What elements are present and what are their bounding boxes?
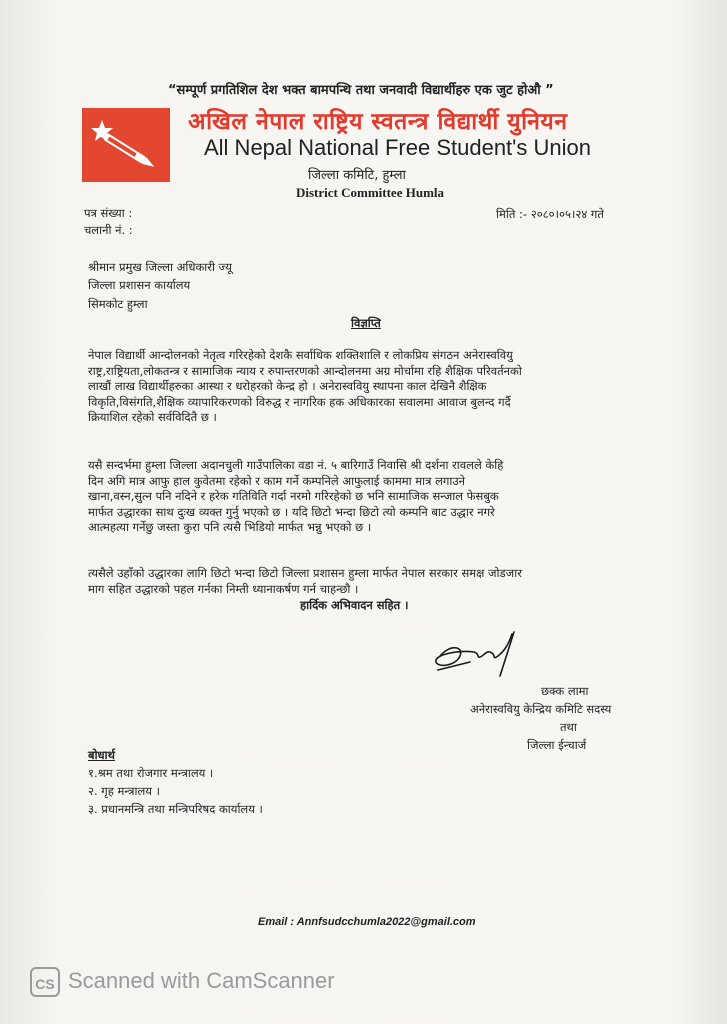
- paragraph-3: [88, 566, 654, 597]
- paragraph-line: यसै सन्दर्भमा हुम्ला जिल्ला अदानचुली गाउँपालिका वडा नं. ५ बारिगाउँ निवासि श्री दर्शना रावलले केहि: [88, 458, 504, 472]
- organization-name-english: All Nepal National Free Student's Union: [204, 135, 591, 160]
- union-logo: [82, 108, 170, 182]
- signatory-role-1: अनेरास्ववियु केन्द्रिय कमिटि सदस्य: [470, 702, 612, 716]
- paragraph-line: राष्ट्र,राष्ट्रियता,लोकतन्त्र र सामाजिक न्याय र रुपान्तरणको आन्दोलनमा अग्र मोर्चामा रहि शैक्षिक परिवर्तनको: [88, 363, 522, 378]
- signatory-name: छक्क लामा: [541, 684, 589, 698]
- slogan: “सम्पूर्ण प्रगतिशिल देश भक्त बामपन्थि तथा जनवादी विद्यार्थीहरु एक जुट होऔ ”: [168, 83, 554, 98]
- recipient-line-1: श्रीमान प्रमुख जिल्ला अधिकारी ज्यू: [88, 260, 232, 274]
- signatory-role-3: जिल्ला ईन्चार्ज: [527, 738, 587, 752]
- organization-name-nepali: अखिल नेपाल राष्ट्रिय स्वतन्त्र विद्यार्थी युनियन: [188, 109, 568, 135]
- signatory-role-2: तथा: [560, 720, 577, 734]
- paragraph-line: दिन अगि मात्र आफु हाल कुवेतमा रहेको र काम गर्ने कम्पनिले आफुलाई काममा मात्र लगाउने: [88, 473, 466, 488]
- paragraph-line: लाखौं लाख विद्यार्थीहरुका आस्था र धरोहरको केन्द्र हो । अनेरास्ववियु स्थापना काल देखिनै शैक्षिक: [88, 379, 487, 394]
- handwritten-signature: [430, 626, 540, 682]
- paragraph-line: विकृति,विसंगति,शैक्षिक व्यापारिकरणको विरुद्ध र नागरिक हक अधिकारका सवालमा आवाज बुलन्द गर्दै: [88, 394, 511, 409]
- committee-name-english: District Committee Humla: [296, 185, 445, 200]
- camscanner-logo: CS: [30, 967, 60, 997]
- letter-date: मिति :- २०८०।०५।२४ गते: [496, 207, 604, 221]
- committee-name-nepali: जिल्ला कमिटि, हुम्ला: [308, 168, 406, 183]
- closing-greeting: हार्दिक अभिवादन सहित ।: [300, 598, 409, 612]
- letter-number-label: पत्र संख्या :: [84, 206, 133, 220]
- red-flag-pen-star-icon: [82, 108, 170, 182]
- paragraph-line: नेपाल विद्यार्थी आन्दोलनको नेतृत्व गरिरहेको देशकै सर्वाधिक शक्तिशालि र लोकप्रिय संगठन अनेरास्ववियु: [88, 348, 513, 362]
- cc-item: ३. प्रधानमन्त्रि तथा मन्त्रिपरिषद कार्यालय ।: [88, 802, 263, 816]
- dispatch-number-label: चलानी नं. :: [84, 223, 133, 237]
- footer-email: Email : Annfsudcchumla2022@gmail.com: [258, 916, 476, 928]
- cc-item: १.श्रम तथा रोजगार मन्त्रालय ।: [88, 766, 214, 780]
- subject-heading: विज्ञप्ति: [351, 316, 381, 330]
- paragraph-line: खाना,वस्न,सुत्न पनि नदिने र हरेक गतिविति गर्दा नरमाे गरिरहेको छ भनि सामाजिक सन्जाल फेसबुक: [88, 489, 499, 504]
- paragraph-line: मार्फत उद्धारका साथ दुःख व्यक्त गुर्नु भएको छ । यदि छिटो भन्दा छिटो त्यो कम्पनि बाट उद्धार नगरे: [88, 504, 495, 519]
- camscanner-watermark: Scanned with CamScanner: [68, 968, 335, 993]
- paragraph-1: [88, 348, 654, 426]
- paragraph-line: क्रियाशिल रहेको सर्वविदितै छ ।: [88, 410, 217, 425]
- paragraph-2: [88, 458, 654, 536]
- cc-heading: बोधार्थ: [88, 748, 115, 762]
- recipient-line-2: जिल्ला प्रशासन कार्यालय: [88, 278, 191, 292]
- recipient-line-3: सिमकोट हुम्ला: [88, 297, 148, 311]
- cc-item: २. गृह मन्त्रालय ।: [88, 784, 160, 798]
- paragraph-line: आत्महत्या गर्नेछु जस्ता कुरा पनि त्यसै भिडियो मार्फत भन्नु भएको छ ।: [88, 520, 372, 535]
- paragraph-line: माग सहित उद्धारको पहल गर्नका निम्ती ध्यानाकर्षण गर्न चाहन्छौ ।: [88, 581, 359, 596]
- paragraph-line: त्यसैले उहाँको उद्धारका लागि छिटो भन्दा छिटो जिल्ला प्रशासन हुम्ला मार्फत नेपाल सरकार समक्ष जोडजार: [88, 566, 522, 580]
